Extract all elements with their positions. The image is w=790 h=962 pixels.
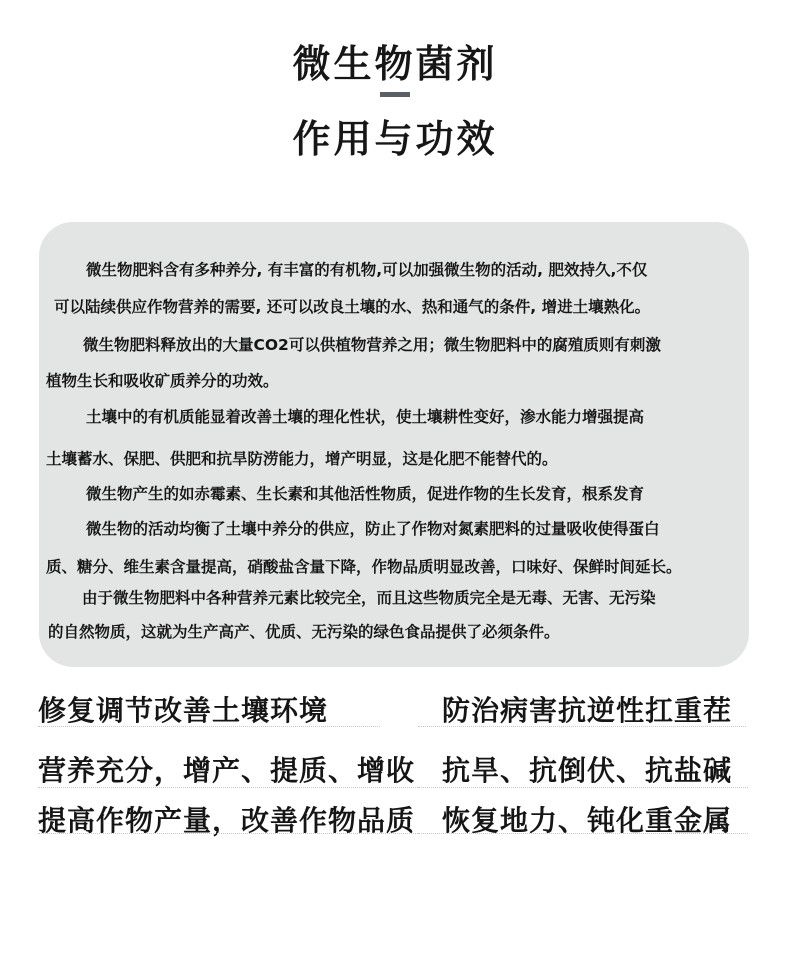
- feature-disease-prevention: 防治病害抗逆性扛重茬: [442, 694, 733, 727]
- feature-underline: [418, 833, 748, 834]
- body-line-4: 植物生长和吸收矿质养分的功效。: [46, 372, 279, 390]
- feature-soil-improvement: 修复调节改善土壤环境: [38, 694, 329, 727]
- body-line-11: 的自然物质，这就为生产高产、优质、无污染的绿色食品提供了必须条件。: [48, 623, 560, 641]
- feature-underline: [38, 726, 380, 727]
- feature-stress-resistance: 抗旱、抗倒伏、抗盐碱: [442, 754, 733, 787]
- feature-underline: [418, 726, 746, 727]
- title-divider: [380, 92, 410, 97]
- feature-soil-restoration: 恢复地力、钝化重金属: [442, 804, 733, 837]
- body-line-5: 土壤中的有机质能显着改善土壤的理化性状，使土壤耕性变好，渗水能力增强提高: [86, 408, 645, 426]
- body-line-9: 质、糖分、维生素含量提高，硝酸盐含量下降，作物品质明显改善，口味好、保鲜时间延长。: [46, 558, 682, 576]
- feature-underline: [38, 787, 418, 788]
- feature-nutrition-yield: 营养充分，增产、提质、增收: [38, 754, 416, 787]
- body-line-2: 可以陆续供应作物营养的需要, 还可以改良土壤的水、热和通气的条件, 增进土壤熟化。: [54, 298, 651, 316]
- body-line-6: 土壤蓄水、保肥、供肥和抗旱防涝能力，增产明显，这是化肥不能替代的。: [46, 450, 558, 468]
- body-line-3: 微生物肥料释放出的大量CO2可以供植物营养之用；微生物肥料中的腐殖质则有刺激: [83, 336, 661, 354]
- page-subtitle: 作用与功效: [292, 117, 498, 161]
- body-line-10: 由于微生物肥料中各种营养元素比较完全，而且这些物质完全是无毒、无害、无污染: [82, 589, 656, 607]
- feature-crop-quality: 提高作物产量，改善作物品质: [38, 804, 416, 837]
- body-line-8: 微生物的活动均衡了土壤中养分的供应，防止了作物对氮素肥料的过量吸收使得蛋白: [86, 520, 660, 538]
- feature-underline: [418, 787, 748, 788]
- feature-underline: [38, 833, 418, 834]
- page-title: 微生物菌剂: [292, 42, 498, 86]
- body-line-7: 微生物产生的如赤霉素、生长素和其他活性物质，促进作物的生长发育，根系发育: [86, 485, 645, 503]
- body-line-1: 微生物肥料含有多种养分, 有丰富的有机物,可以加强微生物的活动, 肥效持久,不仅: [86, 261, 648, 279]
